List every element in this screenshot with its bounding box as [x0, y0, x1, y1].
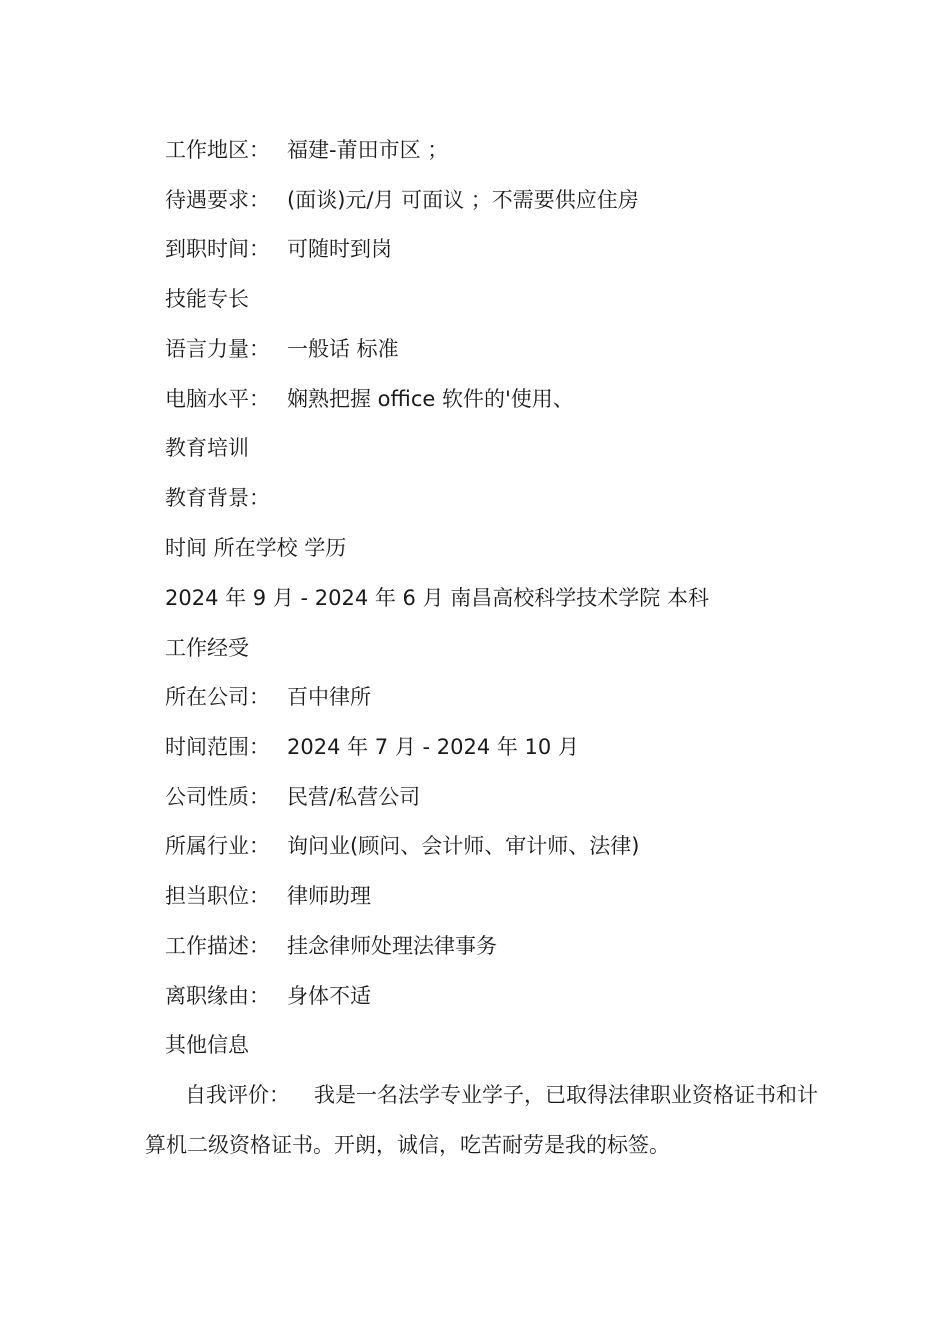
company-value: 百中律所 — [287, 685, 371, 709]
salary-label: 待遇要求： — [165, 188, 270, 212]
skills-heading: 技能专长 — [165, 287, 249, 311]
education-entry: 2024 年 9 月 - 2024 年 6 月 南昌高校科学技术学院 本科 — [165, 586, 709, 610]
industry-label: 所属行业： — [165, 834, 270, 858]
position-value: 律师助理 — [287, 884, 371, 908]
education-subheading: 教育背景： — [165, 486, 270, 510]
computer-skill-value: 娴熟把握 office 软件的'使用、 — [287, 387, 574, 411]
self-evaluation-text: 我是一名法学专业学子，已取得法律职业资格证书和计算机二级资格证书。开朗，诚信，吃苦耐劳是我的标签。 — [145, 1083, 818, 1157]
leave-reason-row — [165, 981, 371, 1011]
computer-skill-label: 电脑水平： — [165, 387, 270, 411]
company-row — [165, 682, 371, 712]
language-label: 语言力量： — [165, 337, 270, 361]
work-location-label: 工作地区： — [165, 138, 270, 162]
salary-value: (面谈)元/月 可面议 ；不需要供应住房 — [287, 188, 639, 212]
salary-row — [165, 185, 639, 215]
period-value: 2024 年 7 月 - 2024 年 10 月 — [287, 735, 579, 759]
language-value: 一般话 标准 — [287, 337, 399, 361]
company-label: 所在公司： — [165, 685, 270, 709]
education-heading: 教育培训 — [165, 436, 249, 460]
other-heading: 其他信息 — [165, 1033, 249, 1057]
period-label: 时间范围： — [165, 735, 270, 759]
education-columns: 时间 所在学校 学历 — [165, 536, 347, 560]
company-type-row — [165, 782, 420, 812]
job-description-label: 工作描述： — [165, 934, 270, 958]
company-type-value: 民营/私营公司 — [287, 785, 421, 809]
industry-value: 询问业(顾问、会计师、审计师、法律) — [287, 834, 640, 858]
work-location-value: 福建-莆田市区 ； — [287, 138, 449, 162]
self-evaluation-label: 自我评价： — [185, 1083, 290, 1107]
language-row — [165, 334, 399, 364]
work-location-row — [165, 135, 448, 165]
work-heading: 工作经受 — [165, 636, 249, 660]
job-description-value: 挂念律师处理法律事务 — [287, 934, 497, 958]
self-evaluation-paragraph — [145, 1070, 825, 1170]
leave-reason-value: 身体不适 — [287, 984, 371, 1008]
industry-row — [165, 831, 639, 861]
job-description-row — [165, 931, 497, 961]
leave-reason-label: 离职缘由： — [165, 984, 270, 1008]
period-row — [165, 732, 579, 762]
company-type-label: 公司性质： — [165, 785, 270, 809]
position-row — [165, 881, 371, 911]
position-label: 担当职位： — [165, 884, 270, 908]
computer-skill-row — [165, 384, 574, 414]
start-date-label: 到职时间： — [165, 237, 270, 261]
start-date-value: 可随时到岗 — [287, 237, 392, 261]
start-date-row — [165, 234, 392, 264]
